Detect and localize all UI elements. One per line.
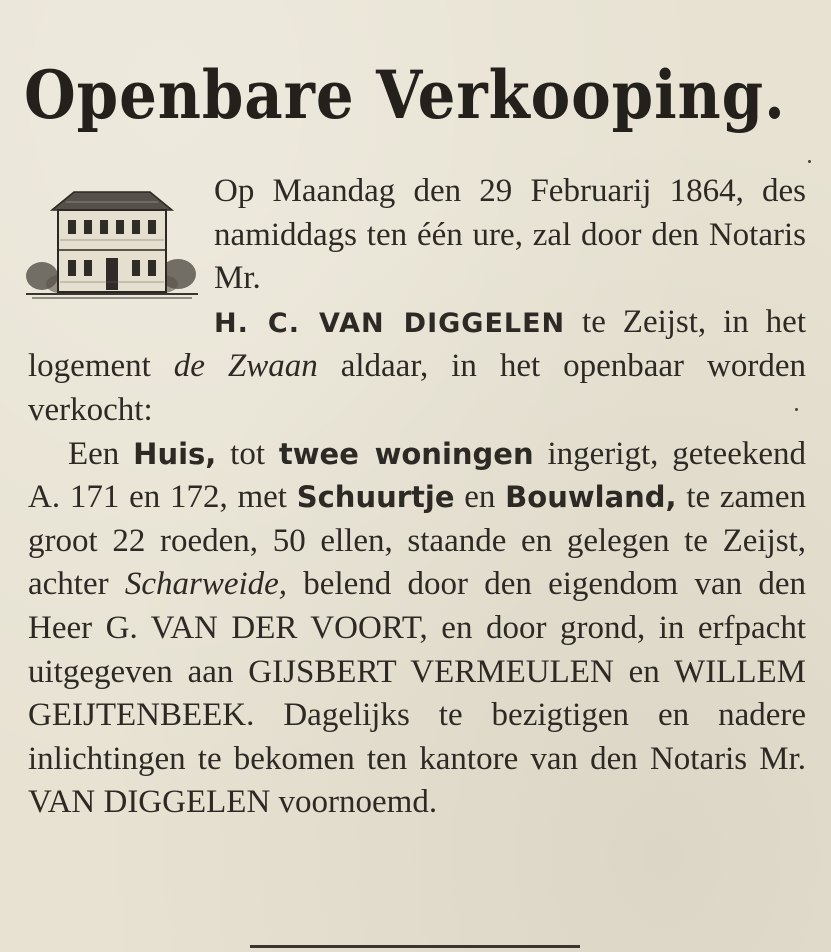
item-huis: Huis, [133,436,217,471]
house-engraving-icon [22,180,200,306]
p2-t3: en [454,479,506,516]
ink-speck [808,160,811,163]
item-bouwland: Bouwland, [505,480,677,515]
notice-paragraph-1 [28,170,806,433]
ink-speck [795,408,798,411]
p2-t4: te zamen groot 22 roeden, 50 ellen, staande en gelegen te Zeijst, achter [28,479,806,603]
p2-t1: tot [216,435,279,472]
notice-title: Openbare Verkooping. [24,56,786,134]
item-twee-woningen: twee woningen [278,436,534,471]
notice-body [28,170,806,825]
venue-name: de Zwaan [173,348,318,385]
p2-t5: belend door den eigendom van den Heer G. VAN DER VOORT, en door grond, in erfpacht uitgegeven aan GIJSBERT VERMEULEN en WILLEM GEIJTENBEEK. Dagelijks te bezigtigen en nadere inlichtingen te bekomen ten kantore van den Notaris Mr. VAN DIGGELEN voornoemd. [28,566,806,821]
bottom-rule [250,945,580,948]
p2-lead: Een [68,435,134,472]
notice-paragraph-2 [28,433,806,825]
place-scharweide: Scharweide, [124,566,288,603]
p2-t2: ingerigt, geteekend A. 171 en 172, met [28,435,807,516]
notary-name: H. C. VAN DIGGELEN [214,307,566,339]
item-schuurtje: Schuurtje [296,480,455,515]
intro-text: Op Maandag den 29 Februarij 1864, des namiddags ten één ure, zal door den Notaris Mr. [214,173,806,297]
location-text: te Zeijst, in het logement [28,303,806,385]
closing-text: aldaar, in het openbaar worden verkocht: [28,348,806,428]
